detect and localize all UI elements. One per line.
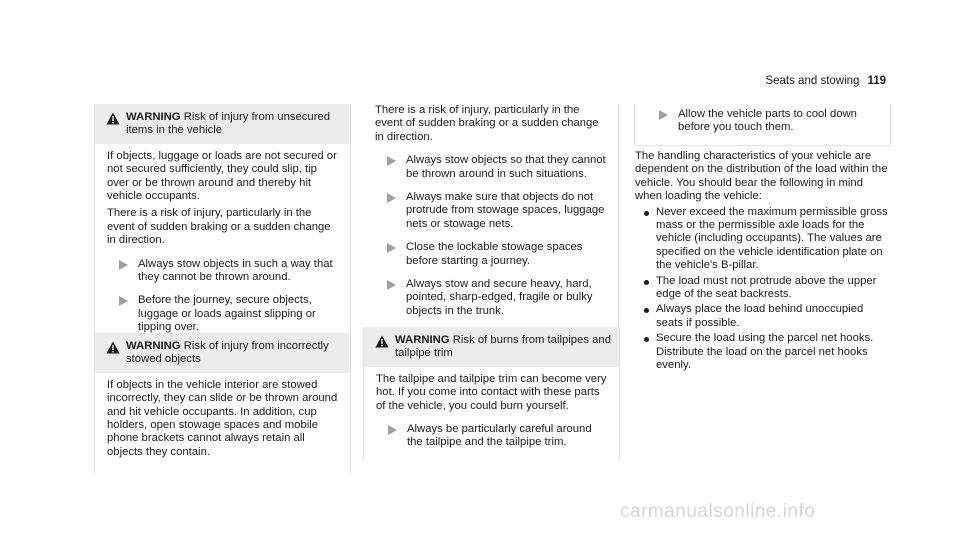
step-arrow-icon xyxy=(387,156,396,166)
warning-body xyxy=(95,144,350,345)
bullet-dot-icon xyxy=(644,337,649,342)
section-title: Seats and stowing xyxy=(765,75,860,87)
warning-paragraph: If objects in the vehicle interior are stowed incorrectly, they can slide or be thrown around and hit vehicle occupants. In addition, cup holders, open stowage spaces and mobile phone brackets cannot always retain all objects they contain. xyxy=(107,378,338,458)
step-arrow-icon xyxy=(387,243,396,253)
warning-label: WARNING xyxy=(126,111,181,123)
warning-body xyxy=(635,108,890,145)
step-text: Always stow and secure heavy, hard, pointed, sharp-edged, fragile or bulky objects in the trunk. xyxy=(406,278,593,317)
step-text: Always stow objects in such a way that they cannot be thrown around. xyxy=(138,257,333,284)
list-item-text: Secure the load using the parcel net hooks. Distribute the load on the parcel net hooks evenly. xyxy=(656,332,874,372)
bullet-dot-icon xyxy=(644,211,649,216)
warning-box-unsecured-items xyxy=(94,104,351,346)
warning-label: WARNING xyxy=(395,334,450,346)
list-item xyxy=(635,332,890,372)
warning-triangle-icon xyxy=(106,112,120,125)
step-arrow-icon xyxy=(388,425,397,435)
step-text: Close the lockable stowage spaces before starting a journey. xyxy=(406,241,583,267)
page-header xyxy=(765,75,886,88)
warning-title: Risk of injury from incorrectly stowed objects xyxy=(126,340,329,366)
list-item-text: Always place the load behind unoccupied seats if possible. xyxy=(656,303,864,329)
instruction-step xyxy=(375,278,606,318)
instruction-step xyxy=(375,241,606,268)
instruction-step xyxy=(375,154,606,181)
warning-body xyxy=(363,104,618,328)
step-text: Always make sure that objects do not protrude from stowage spaces, luggage nets or stowage nets. xyxy=(406,191,605,230)
warning-paragraph: There is a risk of injury, particularly in the event of sudden braking or a sudden change in direction. xyxy=(107,207,331,247)
list-item xyxy=(635,206,890,273)
bullet-list xyxy=(635,206,890,373)
warning-label: WARNING xyxy=(126,340,181,352)
instruction-step xyxy=(376,423,607,450)
instruction-step xyxy=(107,258,338,285)
warning-body xyxy=(364,367,619,460)
warning-triangle-icon xyxy=(375,335,389,348)
warning-title: Risk of burns from tailpipes and tailpipe trim xyxy=(395,334,611,360)
warning-title: Risk of injury from unsecured items in the vehicle xyxy=(126,111,331,137)
warning-header xyxy=(95,104,350,144)
step-arrow-icon xyxy=(119,260,128,270)
bullet-dot-icon xyxy=(644,308,649,313)
list-item xyxy=(635,303,890,330)
step-arrow-icon xyxy=(387,280,396,290)
list-item xyxy=(635,275,890,302)
step-arrow-icon xyxy=(119,296,128,306)
load-distribution-section xyxy=(635,150,890,375)
step-text: Before the journey, secure objects, luggage or loads against slipping or tipping over. xyxy=(138,294,316,334)
step-text: Allow the vehicle parts to cool down before you touch them. xyxy=(678,108,857,134)
step-arrow-icon xyxy=(659,110,668,120)
bullet-dot-icon xyxy=(644,280,649,285)
warning-body xyxy=(95,373,350,473)
instruction-step xyxy=(647,108,878,135)
warning-header xyxy=(364,327,619,367)
warning-paragraph: The tailpipe and tailpipe trim can become very hot. If you come into contact with these parts of the vehicle, you could burn yourself. xyxy=(376,372,607,412)
warning-triangle-icon xyxy=(106,341,120,354)
warning-paragraph: If objects, luggage or loads are not secured or not secured sufficiently, they could slip, tip over or be thrown around and thereby hit vehicle occupants. xyxy=(107,149,337,203)
instruction-step xyxy=(375,191,606,231)
warning-box-incorrectly-stowed xyxy=(94,333,351,473)
list-item-text: The load must not protrude above the upper edge of the seat backrests. xyxy=(656,274,877,301)
step-text: Always be particularly careful around the tailpipe and the tailpipe trim. xyxy=(407,423,592,449)
step-text: Always stow objects so that they cannot be thrown around in such situations. xyxy=(406,154,606,180)
body-paragraph: The handling characteristics of your vehicle are dependent on the distribution of the load within the vehicle. You should bear the following in mind when loading the vehicle: xyxy=(635,150,888,203)
warning-continuation xyxy=(363,104,619,328)
page-number: 119 xyxy=(867,75,886,87)
warning-header xyxy=(95,333,350,373)
list-item-text: Never exceed the maximum permissible gross mass or the permissible axle loads for the vehicle (including occupants). The values are specified on the vehicle identification plate on the vehicle's B-pillar. xyxy=(656,205,888,272)
instruction-step xyxy=(107,294,338,334)
warning-paragraph: There is a risk of injury, particularly in the event of sudden braking or a sudden change in direction. xyxy=(375,104,599,143)
watermark-text: carmanualsonline.info xyxy=(620,501,816,522)
step-arrow-icon xyxy=(387,193,396,203)
warning-box-burns xyxy=(363,327,620,460)
warning-continuation-burns xyxy=(634,104,891,146)
